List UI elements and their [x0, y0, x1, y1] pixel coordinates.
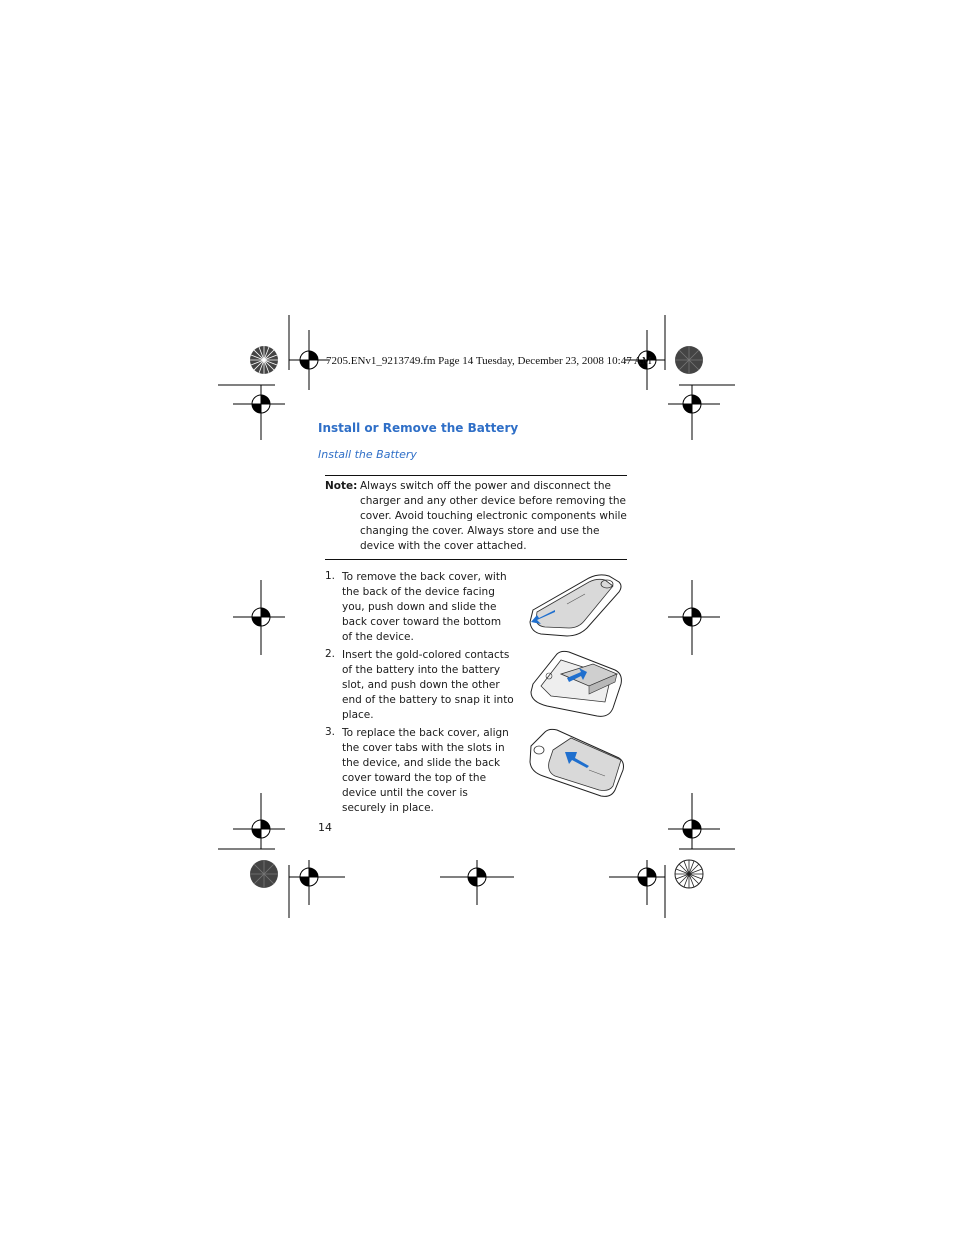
step-number: 2. — [325, 648, 336, 660]
registration-target-icon — [668, 385, 720, 440]
step-text: To replace the back cover, align the cover tabs with the slots in the device, and slide the back cover toward the top of the device until the cover is securely in place. — [342, 727, 509, 814]
step-text: To remove the back cover, with the back of the device facing you, push down and slide the back cover toward the bottom of the device. — [342, 571, 507, 643]
registration-target-icon — [233, 793, 285, 849]
registration-target-icon — [668, 580, 720, 655]
remove-cover-illustration — [527, 572, 627, 642]
note-bottom-rule — [325, 559, 627, 560]
registration-target-icon — [289, 860, 345, 905]
starburst-mark-icon — [250, 860, 278, 888]
note-label: Note: — [325, 480, 358, 492]
note-top-rule — [325, 475, 627, 476]
registration-target-icon — [609, 860, 665, 905]
step-number: 3. — [325, 726, 336, 738]
step-text: Insert the gold-colored contacts of the battery into the battery slot, and push down the other end of the battery to snap it into place. — [342, 649, 514, 721]
file-slug: 7205.ENv1_9213749.fm Page 14 Tuesday, December 23, 2008 10:47 AM — [326, 355, 652, 367]
replace-cover-illustration — [527, 728, 627, 798]
page-number: 14 — [318, 821, 332, 834]
insert-battery-illustration — [527, 650, 627, 720]
section-heading: Install or Remove the Battery — [318, 421, 519, 435]
starburst-mark-icon — [675, 346, 703, 374]
section-subheading: Install the Battery — [318, 448, 417, 461]
starburst-mark-icon — [675, 860, 703, 888]
note-text: Always switch off the power and disconnect the charger and any other device before removing the cover. Avoid touching electronic components while changing the cover. Always store and use the device with the cover attached. — [360, 480, 627, 552]
step-number: 1. — [325, 570, 336, 582]
starburst-mark-icon — [250, 346, 278, 374]
